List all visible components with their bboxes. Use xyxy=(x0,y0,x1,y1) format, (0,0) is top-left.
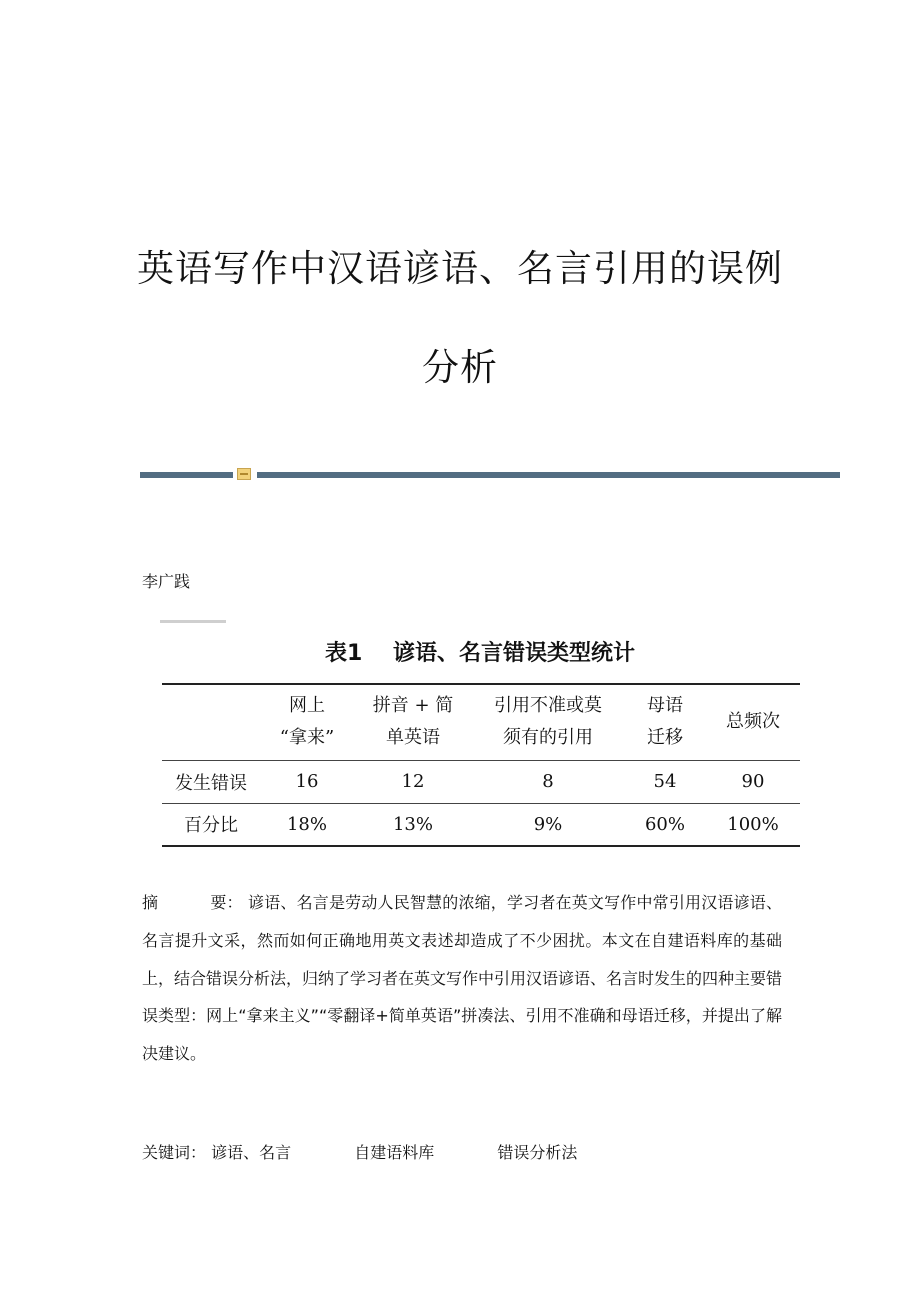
abstract-text: 谚语、名言是劳动人民智慧的浓缩，学习者在英文写作中常引用汉语谚语、名言提升文采，然而如何正确地用英文表述却造成了不少困扰。本文在自建语料库的基础上，结合错误分析法，归纳了学习者在英文写作中引用汉语谚语、名言时发生的四种主要错误类型：网上“拿来主义”“零翻译+简单英语”拼凑法、引用不准确和母语迁移，并提出了解决建议。 xyxy=(142,893,783,1064)
scan-artifact xyxy=(160,620,226,623)
title-divider-right xyxy=(257,472,840,478)
author-name: 李广践 xyxy=(142,572,191,591)
table-cell: 100% xyxy=(727,813,779,835)
row-label: 百分比 xyxy=(184,815,238,837)
error-statistics-table xyxy=(162,683,800,847)
table-header-cell xyxy=(162,684,260,760)
table-row xyxy=(162,760,800,803)
title-divider-left xyxy=(140,472,233,478)
keywords-label: 关键词： xyxy=(142,1143,207,1162)
table-cell: 9% xyxy=(533,813,563,835)
paper-title-line-1: 英语写作中汉语谚语、名言引用的误例 xyxy=(137,246,783,290)
header-line: 拼音 + 简 xyxy=(372,695,454,717)
header-line: 迁移 xyxy=(647,727,683,749)
row-label: 发生错误 xyxy=(175,772,247,794)
header-line: 须有的引用 xyxy=(503,727,593,749)
table-cell: 12 xyxy=(401,771,425,792)
divider-ornament-icon xyxy=(237,468,251,480)
table-caption: 表1 谚语、名言错误类型统计 xyxy=(325,641,635,666)
table-header-cell xyxy=(706,684,800,760)
table-header-cell xyxy=(260,684,354,760)
table-row xyxy=(162,803,800,846)
abstract-paragraph xyxy=(142,884,782,1073)
header-line: 总频次 xyxy=(726,711,780,733)
table-cell: 54 xyxy=(653,771,677,792)
header-line: 单英语 xyxy=(386,727,440,749)
table-cell: 16 xyxy=(295,771,319,792)
table-cell: 8 xyxy=(542,771,554,792)
header-line: “拿来” xyxy=(279,727,335,749)
table-cell: 18% xyxy=(286,813,327,835)
abstract-label-part: 摘 xyxy=(142,893,159,912)
keyword-item: 自建语料库 xyxy=(354,1143,435,1162)
header-line: 引用不准或莫 xyxy=(494,695,602,717)
table-cell: 90 xyxy=(741,771,765,792)
table-header-cell xyxy=(472,684,624,760)
table-header-row xyxy=(162,684,800,760)
paper-title-line-2: 分析 xyxy=(422,345,498,389)
table-header-cell xyxy=(354,684,472,760)
table-header-cell xyxy=(624,684,706,760)
table-cell: 60% xyxy=(644,813,685,835)
keywords-line xyxy=(142,1140,577,1163)
abstract-label xyxy=(142,893,243,912)
header-line: 网上 xyxy=(289,695,325,717)
abstract-label-part: 要： xyxy=(210,893,243,912)
header-line: 母语 xyxy=(647,695,683,717)
keyword-item: 错误分析法 xyxy=(497,1143,578,1162)
keyword-item: 谚语、名言 xyxy=(211,1143,292,1162)
table-cell: 13% xyxy=(392,813,433,835)
